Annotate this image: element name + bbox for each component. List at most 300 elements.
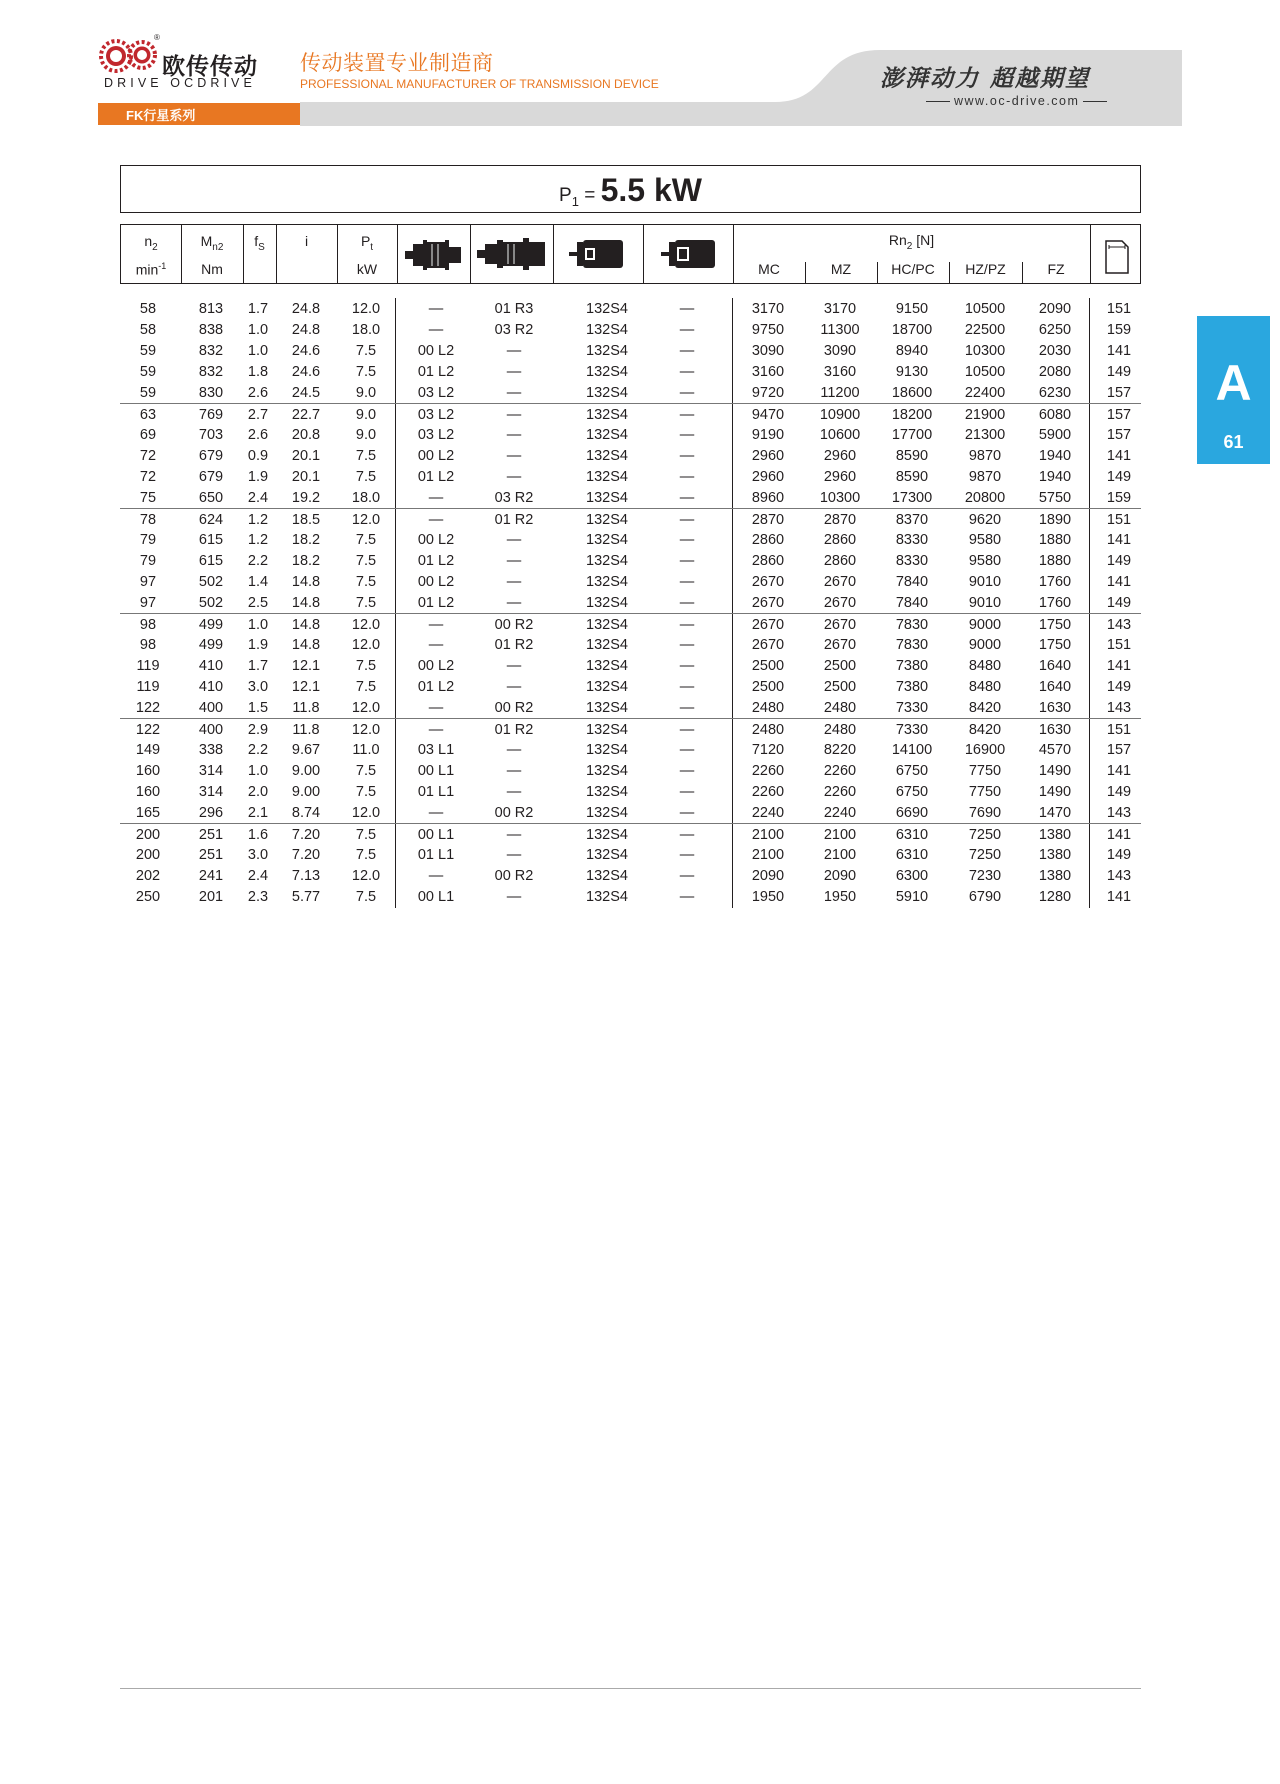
cell-page-ref: 143 [1106,700,1132,716]
cell-page-ref: 141 [1106,658,1132,674]
header-pt-unit: kW [356,261,378,277]
cell-page-ref: 157 [1106,385,1132,401]
table-row [120,718,1141,739]
cell-inline-type: — [428,700,444,716]
cell-hcpc: 8590 [895,448,929,464]
table-header [120,224,1141,284]
cell-flange-type: — [506,679,522,695]
cell-mz: 10300 [819,490,861,506]
cell-motor: 132S4 [586,637,628,653]
cell-page-ref: 141 [1106,574,1132,590]
cell-mn2: 615 [198,532,224,548]
cell-inline-type: 03 L2 [417,427,455,443]
cell-pt: 18.0 [351,490,381,506]
cell-i: 24.8 [291,322,321,338]
cell-inline-type: 01 L2 [417,595,455,611]
cell-i: 20.1 [291,469,321,485]
cell-mn2: 679 [198,448,224,464]
cell-pt: 18.0 [351,322,381,338]
cell-mc: 9750 [751,322,785,338]
table-row [120,466,1141,487]
cell-fs: 1.4 [247,574,269,590]
cell-brake-motor: — [679,553,695,569]
cell-i: 7.20 [291,827,321,843]
cell-i: 24.8 [291,301,321,317]
cell-hcpc: 18700 [891,322,933,338]
cell-n2: 98 [139,637,157,653]
cell-brake-motor: — [679,532,695,548]
cell-page-ref: 149 [1106,784,1132,800]
cell-i: 11.8 [292,722,320,738]
cell-page-ref: 151 [1106,637,1132,653]
cell-n2: 97 [139,574,157,590]
cell-mn2: 813 [198,301,224,317]
cell-fz: 1750 [1038,637,1072,653]
cell-hcpc: 8940 [895,343,929,359]
cell-brake-motor: — [679,679,695,695]
cell-mn2: 251 [198,847,224,863]
cell-mn2: 410 [198,658,224,674]
cell-hcpc: 18200 [891,407,933,423]
company-logo [98,33,273,94]
cell-hcpc: 6310 [895,847,929,863]
cell-hcpc: 7380 [895,679,929,695]
cell-motor: 132S4 [586,301,628,317]
cell-flange-type: 00 R2 [494,868,534,884]
cell-inline-type: 01 L1 [417,784,455,800]
cell-n2: 72 [139,448,157,464]
cell-mn2: 624 [198,512,224,528]
cell-inline-type: 00 L1 [417,827,455,843]
cell-motor: 132S4 [586,722,628,738]
cell-mc: 2870 [751,512,785,528]
cell-inline-type: 00 L2 [417,343,455,359]
cell-flange-type: — [506,385,522,401]
tagline-chinese: 传动装置专业制造商 [300,52,494,75]
cell-brake-motor: — [679,637,695,653]
cell-brake-motor: — [679,364,695,380]
cell-fs: 2.2 [247,742,269,758]
cell-mz: 2500 [823,658,857,674]
table-row [120,361,1141,382]
cell-motor: 132S4 [586,763,628,779]
cell-flange-type: — [506,343,522,359]
cell-inline-type: — [428,637,444,653]
cell-page-ref: 149 [1106,364,1132,380]
cell-hcpc: 7380 [895,658,929,674]
cell-mc: 2670 [751,637,785,653]
cell-hcpc: 7330 [895,722,929,738]
cell-mc: 2090 [751,868,785,884]
cell-page-ref: 151 [1106,512,1132,528]
cell-pt: 11.0 [352,742,380,758]
cell-fz: 1470 [1038,805,1072,821]
cell-i: 5.77 [291,889,321,905]
cell-hcpc: 18600 [891,385,933,401]
cell-flange-type: — [506,427,522,443]
cell-i: 20.8 [291,427,321,443]
table-row [120,382,1141,403]
table-row [120,403,1141,424]
cell-mn2: 400 [198,722,224,738]
cell-pt: 7.5 [355,889,377,905]
cell-i: 7.20 [291,847,321,863]
tagline-english: PROFESSIONAL MANUFACTURER OF TRANSMISSION DEVICE [300,77,659,91]
cell-fz: 1880 [1038,553,1072,569]
cell-fs: 3.0 [247,679,269,695]
logo-chinese-text: 欧传传动 [162,53,258,79]
cell-pt: 12.0 [351,617,381,633]
cell-i: 24.6 [291,364,321,380]
cell-hzpz: 21300 [964,427,1006,443]
cell-mc: 8960 [751,490,785,506]
cell-hzpz: 8480 [968,679,1002,695]
cell-fz: 1640 [1038,679,1072,695]
table-row [120,592,1141,613]
cell-page-ref: 141 [1106,827,1132,843]
flange-planetary-gearbox-icon [477,236,547,272]
cell-mc: 2860 [751,553,785,569]
cell-mz: 2670 [823,637,857,653]
cell-fz: 1760 [1038,574,1072,590]
cell-mz: 2480 [823,722,857,738]
cell-inline-type: 00 L2 [417,532,455,548]
cell-fz: 1750 [1038,617,1072,633]
cell-fs: 1.0 [247,617,269,633]
cell-fz: 6250 [1038,322,1072,338]
cell-mc: 2860 [751,532,785,548]
cell-i: 14.8 [291,574,321,590]
cell-hzpz: 21900 [964,407,1006,423]
cell-page-ref: 141 [1106,889,1132,905]
cell-fs: 2.2 [247,553,269,569]
cell-flange-type: — [506,847,522,863]
cell-mz: 2670 [823,574,857,590]
cell-mn2: 400 [198,700,224,716]
cell-mc: 2670 [751,617,785,633]
cell-mz: 2860 [823,532,857,548]
cell-n2: 200 [135,847,161,863]
cell-i: 9.67 [291,742,321,758]
cell-brake-motor: — [679,343,695,359]
cell-motor: 132S4 [586,847,628,863]
cell-fs: 1.7 [247,301,269,317]
cell-inline-type: 00 L2 [417,658,455,674]
table-row [120,508,1141,529]
cell-n2: 63 [139,407,157,423]
cell-fz: 1630 [1038,700,1072,716]
cell-pt: 9.0 [355,407,377,423]
cell-i: 14.8 [291,595,321,611]
cell-brake-motor: — [679,805,695,821]
cell-mz: 2100 [823,827,857,843]
cell-brake-motor: — [679,784,695,800]
cell-pt: 7.5 [355,595,377,611]
cell-mz: 2960 [823,469,857,485]
cell-n2: 250 [135,889,161,905]
cell-mn2: 838 [198,322,224,338]
page-number: 61 [1223,432,1244,452]
cell-pt: 12.0 [351,805,381,821]
cell-brake-motor: — [679,490,695,506]
cell-pt: 7.5 [355,784,377,800]
table-row [120,676,1141,697]
cell-n2: 119 [136,679,160,695]
cell-hzpz: 8480 [968,658,1002,674]
cell-i: 11.8 [292,700,320,716]
cell-hzpz: 8420 [968,722,1002,738]
cell-mn2: 241 [198,868,224,884]
cell-fz: 1380 [1038,847,1072,863]
cell-mz: 2670 [823,617,857,633]
cell-motor: 132S4 [586,490,628,506]
cell-motor: 132S4 [586,617,628,633]
cell-motor: 132S4 [586,532,628,548]
table-row [120,298,1141,319]
cell-hcpc: 7330 [895,700,929,716]
cell-inline-type: 00 L2 [417,574,455,590]
cell-hzpz: 6790 [968,889,1002,905]
cell-mn2: 201 [198,889,224,905]
cell-fs: 1.2 [247,532,269,548]
cell-page-ref: 149 [1106,847,1132,863]
cell-brake-motor: — [679,617,695,633]
cell-hzpz: 7750 [968,763,1002,779]
cell-mc: 2480 [751,700,785,716]
cell-mn2: 832 [198,364,224,380]
cell-flange-type: 00 R2 [494,700,534,716]
cell-n2: 69 [139,427,157,443]
cell-hcpc: 5910 [895,889,929,905]
cell-motor: 132S4 [586,868,628,884]
cell-mz: 2260 [823,763,857,779]
table-row [120,634,1141,655]
cell-fs: 0.9 [247,448,269,464]
cell-brake-motor: — [679,658,695,674]
cell-mn2: 251 [198,827,224,843]
cell-mz: 2860 [823,553,857,569]
cell-i: 22.7 [291,407,321,423]
cell-i: 19.2 [291,490,321,506]
cell-mc: 2260 [751,784,785,800]
cell-i: 18.2 [291,532,321,548]
cell-mn2: 650 [198,490,224,506]
cell-page-ref: 151 [1106,722,1132,738]
cell-motor: 132S4 [586,889,628,905]
cell-pt: 7.5 [355,827,377,843]
cell-hzpz: 10300 [964,343,1006,359]
cell-mz: 2240 [823,805,857,821]
cell-hzpz: 10500 [964,301,1006,317]
cell-flange-type: 03 R2 [494,322,534,338]
cell-brake-motor: — [679,847,695,863]
cell-fs: 2.4 [247,868,269,884]
cell-hcpc: 9130 [895,364,929,380]
cell-motor: 132S4 [586,595,628,611]
cell-brake-motor: — [679,574,695,590]
cell-fz: 5750 [1038,490,1072,506]
cell-flange-type: — [506,448,522,464]
cell-brake-motor: — [679,407,695,423]
cell-hzpz: 7690 [968,805,1002,821]
cell-mn2: 769 [198,407,224,423]
table-row [120,319,1141,340]
cell-inline-type: 00 L1 [417,889,455,905]
cell-hcpc: 6750 [895,763,929,779]
cell-mn2: 502 [198,574,224,590]
cell-brake-motor: — [679,742,695,758]
cell-inline-type: 01 L1 [417,847,455,863]
cell-page-ref: 151 [1106,301,1132,317]
cell-n2: 59 [139,364,157,380]
cell-i: 24.5 [291,385,321,401]
cell-mc: 2960 [751,448,785,464]
cell-flange-type: — [506,784,522,800]
cell-fs: 2.6 [247,385,269,401]
table-row [120,529,1141,550]
cell-hcpc: 6750 [895,784,929,800]
cell-i: 9.00 [291,784,321,800]
cell-inline-type: — [428,490,444,506]
cell-mz: 10600 [819,427,861,443]
cell-i: 12.1 [291,679,321,695]
cell-page-ref: 157 [1106,407,1132,423]
cell-motor: 132S4 [586,322,628,338]
cell-mc: 2480 [751,722,785,738]
cell-hcpc: 6690 [895,805,929,821]
cell-hcpc: 7830 [895,617,929,633]
cell-fz: 2030 [1038,343,1072,359]
cell-pt: 9.0 [355,427,377,443]
section-letter: A [1215,355,1252,411]
cell-motor: 132S4 [586,679,628,695]
cell-page-ref: 159 [1106,490,1132,506]
cell-fs: 1.0 [247,343,269,359]
header-mn2: $M_{n2}$ [200,233,224,253]
cell-mn2: 615 [198,553,224,569]
cell-n2: 202 [135,868,161,884]
cell-i: 20.1 [291,448,321,464]
cell-mz: 3160 [823,364,857,380]
cell-mn2: 703 [198,427,224,443]
cell-hzpz: 9010 [968,595,1002,611]
cell-n2: 160 [135,763,161,779]
cell-mc: 2100 [751,847,785,863]
header-mc: MC [758,261,780,277]
cell-fz: 1490 [1038,763,1072,779]
cell-flange-type: — [506,763,522,779]
cell-inline-type: 01 L2 [417,469,455,485]
cell-hzpz: 8420 [968,700,1002,716]
cell-mz: 2260 [823,784,857,800]
cell-mz: 2670 [823,595,857,611]
cell-hzpz: 22400 [964,385,1006,401]
cell-pt: 12.0 [351,512,381,528]
cell-hzpz: 9580 [968,532,1002,548]
header-rn2: $Rn_2$ [N] [888,232,935,252]
cell-brake-motor: — [679,301,695,317]
cell-page-ref: 157 [1106,427,1132,443]
cell-fz: 1380 [1038,827,1072,843]
cell-fz: 1280 [1038,889,1072,905]
cell-inline-type: — [428,617,444,633]
cell-n2: 200 [135,827,161,843]
cell-fs: 1.9 [247,637,269,653]
cell-brake-motor: — [679,868,695,884]
website-link[interactable]: www.oc-drive.com [922,94,1111,108]
cell-flange-type: 03 R2 [494,490,534,506]
cell-hcpc: 17700 [891,427,933,443]
cell-hcpc: 6310 [895,827,929,843]
cell-hzpz: 9870 [968,469,1002,485]
cell-inline-type: 01 L2 [417,553,455,569]
cell-mc: 2670 [751,595,785,611]
cell-flange-type: 00 R2 [494,805,534,821]
cell-i: 14.8 [291,637,321,653]
cell-hcpc: 7830 [895,637,929,653]
cell-page-ref: 149 [1106,553,1132,569]
power-value: 5.5 kW [600,172,702,208]
cell-motor: 132S4 [586,805,628,821]
cell-page-ref: 159 [1106,322,1132,338]
cell-inline-type: — [428,868,444,884]
cell-fs: 1.6 [247,827,269,843]
cell-motor: 132S4 [586,784,628,800]
cell-hzpz: 10500 [964,364,1006,380]
brake-motor-icon [661,238,719,270]
footer-divider [120,1688,1141,1689]
cell-motor: 132S4 [586,448,628,464]
cell-mz: 2500 [823,679,857,695]
cell-n2: 122 [135,722,161,738]
cell-inline-type: 01 L2 [417,364,455,380]
table-row [120,823,1141,844]
cell-motor: 132S4 [586,469,628,485]
cell-mc: 9720 [751,385,785,401]
cell-fz: 1380 [1038,868,1072,884]
cell-hzpz: 16900 [964,742,1006,758]
cell-hzpz: 7250 [968,827,1002,843]
cell-motor: 132S4 [586,385,628,401]
cell-i: 12.1 [291,658,321,674]
cell-mc: 3160 [751,364,785,380]
cell-fz: 1880 [1038,532,1072,548]
cell-mc: 2240 [751,805,785,821]
cell-fs: 1.8 [247,364,269,380]
cell-fs: 3.0 [247,847,269,863]
cell-flange-type: 01 R2 [494,512,534,528]
cell-hzpz: 9000 [968,617,1002,633]
cell-fs: 2.9 [247,722,269,738]
cell-fs: 2.6 [247,427,269,443]
cell-brake-motor: — [679,512,695,528]
cell-mc: 9470 [751,407,785,423]
cell-fz: 2080 [1038,364,1072,380]
inline-planetary-gearbox-icon [405,238,463,272]
cell-motor: 132S4 [586,658,628,674]
cell-hzpz: 7250 [968,847,1002,863]
cell-n2: 75 [139,490,157,506]
cell-inline-type: — [428,512,444,528]
cell-hcpc: 8590 [895,469,929,485]
cell-page-ref: 149 [1106,469,1132,485]
cell-mn2: 296 [198,805,224,821]
cell-page-ref: 143 [1106,868,1132,884]
cell-fz: 1890 [1038,512,1072,528]
cell-mc: 2260 [751,763,785,779]
cell-n2: 119 [136,658,160,674]
cell-flange-type: 01 R3 [494,301,534,317]
